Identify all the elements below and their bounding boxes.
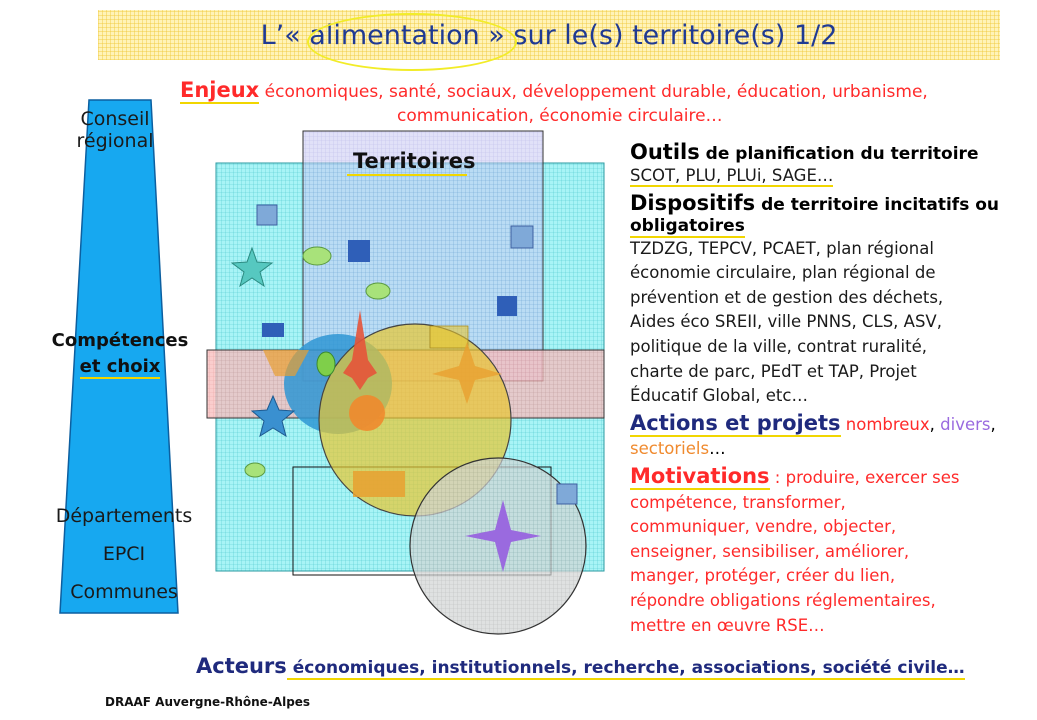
- dispositifs-line-1: TZDZG, TEPCV, PCAET, plan régional: [630, 238, 934, 258]
- actions-word-1: nombreux: [840, 414, 930, 434]
- shape-square-5: [557, 484, 577, 504]
- motivations-line-7: mettre en œuvre RSE…: [630, 615, 825, 635]
- dispositifs-list: [630, 237, 1030, 409]
- shape-square-3: [511, 226, 533, 248]
- outils-list: [630, 164, 1030, 189]
- enjeux-line-1: [180, 78, 928, 102]
- actions-word-3: sectoriels: [630, 439, 710, 459]
- acteurs-line: [196, 654, 965, 678]
- shape-rect-orange: [353, 471, 405, 497]
- footer-organisation: DRAAF Auvergne-Rhône-Alpes: [105, 695, 311, 709]
- shape-square-1: [257, 205, 277, 225]
- outils-heading-line: [630, 140, 1030, 164]
- level-conseil-line-1: Conseil: [80, 108, 150, 130]
- shape-square-4: [497, 296, 517, 316]
- outils-list-text: SCOT, PLU, PLUi, SAGE…: [630, 166, 834, 185]
- shape-green-ellipse-1: [303, 247, 331, 265]
- level-local: [36, 497, 212, 611]
- enjeux-text-1: économiques, santé, sociaux, développement durable, éducation, urbanisme,: [264, 82, 928, 102]
- level-competences: [36, 328, 204, 380]
- shape-green-ellipse-2: [366, 283, 390, 299]
- dispositifs-subheading-2: obligatoires: [630, 215, 745, 236]
- outils-heading: Outils: [630, 140, 700, 164]
- motivations-line-3: communiquer, vendre, objecter,: [630, 517, 897, 537]
- dispositifs-line-5: politique de la ville, contrat ruralité,: [630, 336, 927, 356]
- dispositifs-subheading-1: de territoire incitatifs ou: [755, 194, 1000, 215]
- competences-line-1: Compétences: [51, 330, 189, 351]
- dispositifs-line-3: prévention et de gestion des déchets,: [630, 287, 944, 307]
- actions-sep-2: ,: [990, 414, 996, 434]
- motivations-block: [630, 464, 1030, 638]
- shape-rect-yellow: [430, 326, 468, 348]
- level-conseil: [60, 108, 170, 152]
- motivations-line-2: compétence, transformer,: [630, 492, 846, 512]
- shape-rect-small: [262, 323, 284, 337]
- acteurs-heading: Acteurs: [196, 654, 287, 678]
- motivations-line-5: manger, protéger, créer du lien,: [630, 566, 896, 586]
- shape-square-2: [348, 240, 370, 262]
- right-column: [630, 140, 1030, 638]
- dispositifs-line-4: Aides éco SREII, ville PNNS, CLS, ASV,: [630, 312, 942, 332]
- motivations-heading: Motivations: [630, 463, 770, 488]
- enjeux-line-2: communication, économie circulaire…: [397, 106, 723, 126]
- dispositifs-line-2: économie circulaire, plan régional de: [630, 263, 936, 283]
- page-title: L’« alimentation » sur le(s) territoire(s) 1/2: [260, 19, 838, 51]
- enjeux-heading: Enjeux: [180, 78, 260, 102]
- dispositifs-heading-line: [630, 191, 1030, 215]
- shape-green-ellipse-4: [245, 463, 265, 477]
- level-communes: Communes: [70, 581, 178, 603]
- motivations-line-4: enseigner, sensibiliser, améliorer,: [630, 541, 910, 561]
- shape-green-ellipse-3: [317, 352, 335, 376]
- motivations-line-1: [630, 464, 1030, 491]
- level-conseil-line-2: régional: [76, 130, 154, 152]
- dispositifs-subheading-2-line: [630, 215, 1030, 237]
- competences-line-2: et choix: [79, 356, 161, 377]
- motivations-text-1: : produire, exercer ses: [769, 467, 960, 487]
- level-epci: EPCI: [102, 543, 146, 565]
- actions-sep-1: ,: [929, 414, 941, 434]
- territoires-label: Territoires: [353, 149, 476, 173]
- dispositifs-line-6: charte de parc, PEdT et TAP, Projet: [630, 361, 917, 381]
- dispositifs-heading: Dispositifs: [630, 190, 756, 215]
- territory-diagram: [205, 128, 625, 668]
- actions-end: …: [709, 439, 726, 459]
- actions-line-2: [630, 437, 1030, 462]
- actions-word-2: divers: [940, 414, 991, 434]
- actions-heading: Actions et projets: [630, 410, 841, 435]
- title-banner: [98, 10, 1000, 60]
- dispositifs-line-7: Éducatif Global, etc…: [630, 386, 808, 406]
- acteurs-text: économiques, institutionnels, recherche, associations, société civile…: [286, 658, 965, 678]
- outils-subheading: de planification du territoire: [699, 144, 979, 164]
- title-highlight-ellipse: [307, 13, 517, 71]
- level-departements: Départements: [55, 505, 193, 527]
- shape-orange-circle: [349, 395, 385, 431]
- actions-line-1: [630, 411, 1030, 438]
- motivations-line-6: répondre obligations réglementaires,: [630, 590, 936, 610]
